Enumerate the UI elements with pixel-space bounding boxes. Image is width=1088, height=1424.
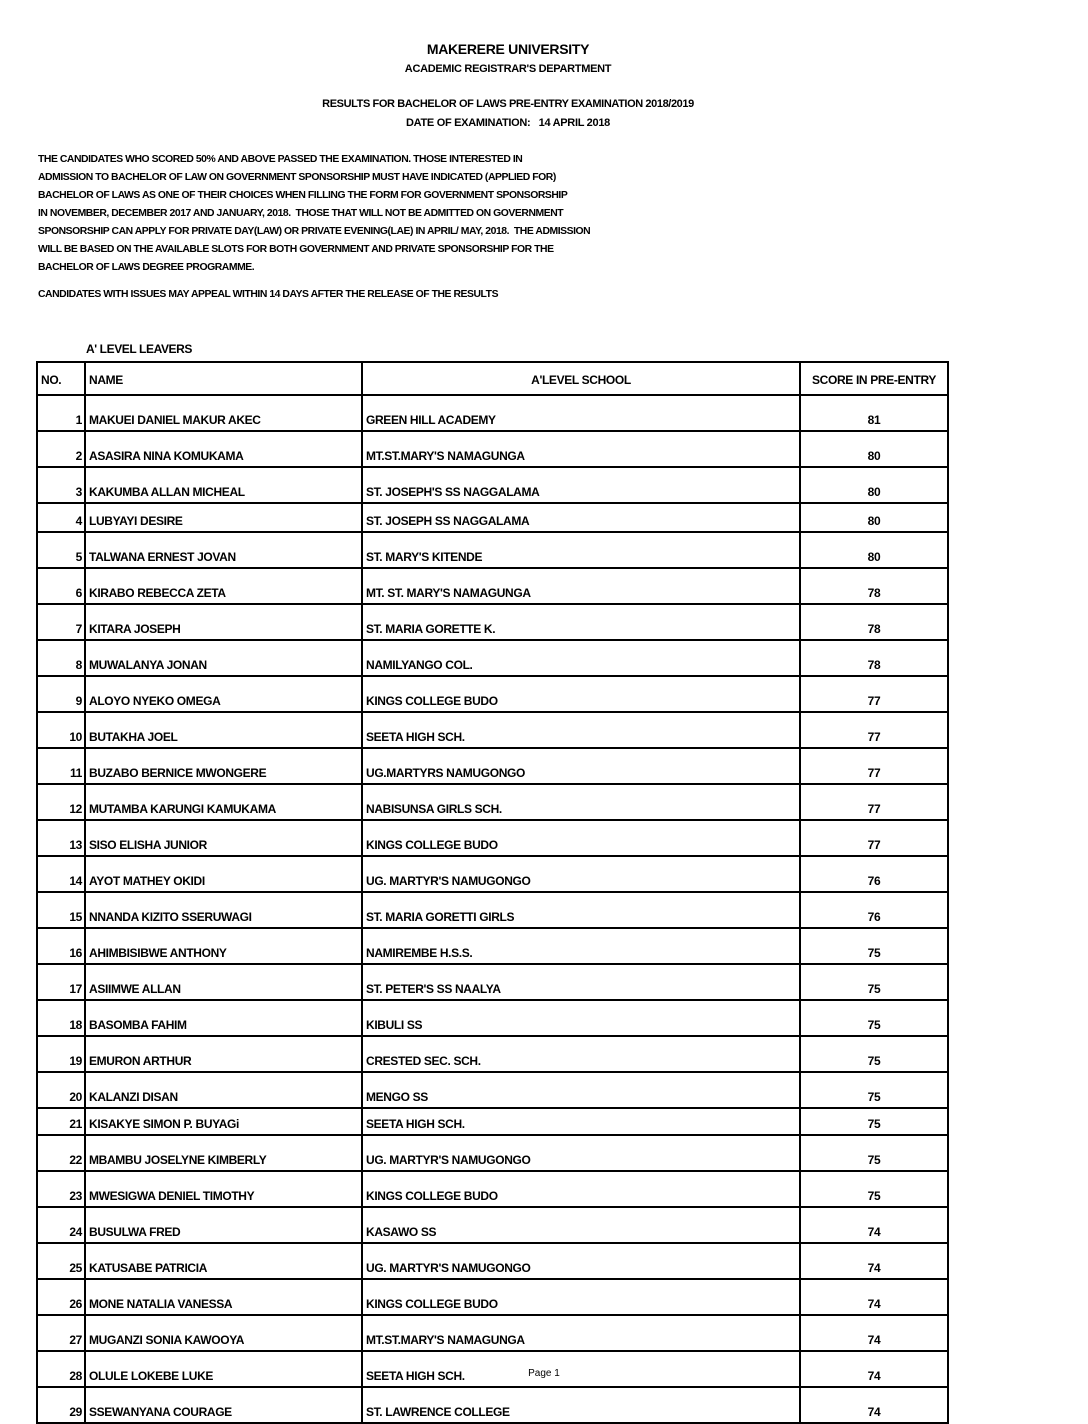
cell-name: MUTAMBA KARUNGI KAMUKAMA — [85, 784, 362, 820]
table-row — [37, 928, 948, 964]
notice-line: SPONSORSHIP CAN APPLY FOR PRIVATE DAY(LAW) OR PRIVATE EVENING(LAE) IN APRIL/ MAY, 2018. THE ADMISSION — [38, 226, 591, 237]
cell-name: ASASIRA NINA KOMUKAMA — [85, 431, 362, 467]
appeal-notice: CANDIDATES WITH ISSUES MAY APPEAL WITHIN 14 DAYS AFTER THE RELEASE OF THE RESULTS — [38, 289, 499, 300]
cell-school: UG.MARTYRS NAMUGONGO — [362, 748, 800, 784]
cell-name: BASOMBA FAHIM — [85, 1000, 362, 1036]
cell-name: ASIIMWE ALLAN — [85, 964, 362, 1000]
cell-school: MT. ST. MARY'S NAMAGUNGA — [362, 568, 800, 604]
table-row — [37, 1171, 948, 1207]
cell-no: 10 — [37, 712, 85, 748]
cell-school: CRESTED SEC. SCH. — [362, 1036, 800, 1072]
cell-score: 77 — [800, 748, 948, 784]
cell-school: NAMIREMBE H.S.S. — [362, 928, 800, 964]
cell-school: ST. MARIA GORETTE K. — [362, 604, 800, 640]
cell-name: KALANZI DISAN — [85, 1072, 362, 1108]
cell-score: 75 — [800, 1135, 948, 1171]
results-title: RESULTS FOR BACHELOR OF LAWS PRE-ENTRY EXAMINATION 2018/2019 — [322, 98, 694, 110]
department-name: ACADEMIC REGISTRAR'S DEPARTMENT — [404, 63, 612, 75]
table-row — [37, 856, 948, 892]
university-name: MAKERERE UNIVERSITY — [426, 41, 590, 57]
table-row — [37, 1036, 948, 1072]
cell-school: SEETA HIGH SCH. — [362, 712, 800, 748]
cell-school: ST. PETER'S SS NAALYA — [362, 964, 800, 1000]
cell-no: 26 — [37, 1279, 85, 1315]
cell-no: 12 — [37, 784, 85, 820]
column-header-name: NAME — [85, 362, 362, 395]
cell-name: OLULE LOKEBE LUKE — [85, 1351, 362, 1387]
cell-no: 6 — [37, 568, 85, 604]
cell-score: 77 — [800, 712, 948, 748]
cell-score: 75 — [800, 1171, 948, 1207]
table-row — [37, 712, 948, 748]
cell-score: 80 — [800, 431, 948, 467]
cell-school: MENGO SS — [362, 1072, 800, 1108]
cell-score: 75 — [800, 964, 948, 1000]
cell-school: MT.ST.MARY'S NAMAGUNGA — [362, 1315, 800, 1351]
cell-name: NNANDA KIZITO SSERUWAGI — [85, 892, 362, 928]
cell-no: 16 — [37, 928, 85, 964]
table-row — [37, 503, 948, 532]
cell-no: 29 — [37, 1387, 85, 1423]
results-table — [36, 361, 949, 1424]
cell-score: 80 — [800, 503, 948, 532]
cell-school: ST. JOSEPH SS NAGGALAMA — [362, 503, 800, 532]
cell-score: 74 — [800, 1243, 948, 1279]
cell-school: KINGS COLLEGE BUDO — [362, 676, 800, 712]
cell-school: NABISUNSA GIRLS SCH. — [362, 784, 800, 820]
notice-line: THE CANDIDATES WHO SCORED 50% AND ABOVE PASSED THE EXAMINATION. THOSE INTERESTED IN — [38, 154, 523, 165]
table-header-row — [37, 362, 948, 395]
notice-line: BACHELOR OF LAWS AS ONE OF THEIR CHOICES WHEN FILLING THE FORM FOR GOVERNMENT SPONSORSHIP — [38, 190, 568, 201]
cell-score: 81 — [800, 395, 948, 431]
cell-no: 5 — [37, 532, 85, 568]
cell-no: 7 — [37, 604, 85, 640]
cell-score: 77 — [800, 784, 948, 820]
cell-school: KIBULI SS — [362, 1000, 800, 1036]
cell-name: KIRABO REBECCA ZETA — [85, 568, 362, 604]
cell-school: ST. JOSEPH'S SS NAGGALAMA — [362, 467, 800, 503]
cell-no: 27 — [37, 1315, 85, 1351]
table-row — [37, 604, 948, 640]
table-row — [37, 1135, 948, 1171]
cell-no: 21 — [37, 1108, 85, 1135]
table-row — [37, 1387, 948, 1423]
cell-no: 2 — [37, 431, 85, 467]
cell-score: 75 — [800, 1072, 948, 1108]
cell-no: 15 — [37, 892, 85, 928]
cell-no: 20 — [37, 1072, 85, 1108]
cell-name: BUTAKHA JOEL — [85, 712, 362, 748]
cell-score: 75 — [800, 1000, 948, 1036]
cell-score: 78 — [800, 568, 948, 604]
cell-name: LUBYAYI DESIRE — [85, 503, 362, 532]
cell-score: 74 — [800, 1207, 948, 1243]
table-row — [37, 784, 948, 820]
cell-no: 3 — [37, 467, 85, 503]
table-row — [37, 892, 948, 928]
cell-no: 17 — [37, 964, 85, 1000]
column-header-no: NO. — [37, 362, 85, 395]
notice-line: BACHELOR OF LAWS DEGREE PROGRAMME. — [38, 262, 255, 273]
table-row — [37, 1108, 948, 1135]
cell-school: ST. LAWRENCE COLLEGE — [362, 1387, 800, 1423]
notice-line: IN NOVEMBER, DECEMBER 2017 AND JANUARY, 2018. THOSE THAT WILL NOT BE ADMITTED ON GOVERNMENT — [38, 208, 564, 219]
cell-name: TALWANA ERNEST JOVAN — [85, 532, 362, 568]
page-number: Page 1 — [528, 1368, 560, 1379]
cell-school: KINGS COLLEGE BUDO — [362, 1171, 800, 1207]
cell-name: BUZABO BERNICE MWONGERE — [85, 748, 362, 784]
table-row — [37, 1000, 948, 1036]
cell-name: KAKUMBA ALLAN MICHEAL — [85, 467, 362, 503]
section-title: A' LEVEL LEAVERS — [86, 342, 193, 356]
cell-score: 80 — [800, 532, 948, 568]
cell-school: KASAWO SS — [362, 1207, 800, 1243]
cell-no: 18 — [37, 1000, 85, 1036]
table-row — [37, 568, 948, 604]
cell-name: BUSULWA FRED — [85, 1207, 362, 1243]
notice-line: ADMISSION TO BACHELOR OF LAW ON GOVERNMENT SPONSORSHIP MUST HAVE INDICATED (APPLIED FOR) — [38, 172, 556, 183]
cell-no: 4 — [37, 503, 85, 532]
cell-score: 80 — [800, 467, 948, 503]
table-row — [37, 820, 948, 856]
cell-no: 24 — [37, 1207, 85, 1243]
cell-name: KATUSABE PATRICIA — [85, 1243, 362, 1279]
table-row — [37, 676, 948, 712]
cell-score: 74 — [800, 1387, 948, 1423]
cell-score: 76 — [800, 892, 948, 928]
table-row — [37, 467, 948, 503]
cell-name: MONE NATALIA VANESSA — [85, 1279, 362, 1315]
cell-school: GREEN HILL ACADEMY — [362, 395, 800, 431]
cell-name: MUGANZI SONIA KAWOOYA — [85, 1315, 362, 1351]
cell-score: 74 — [800, 1279, 948, 1315]
cell-name: MAKUEI DANIEL MAKUR AKEC — [85, 395, 362, 431]
cell-no: 23 — [37, 1171, 85, 1207]
table-row — [37, 532, 948, 568]
cell-no: 14 — [37, 856, 85, 892]
notice-line: WILL BE BASED ON THE AVAILABLE SLOTS FOR BOTH GOVERNMENT AND PRIVATE SPONSORSHIP FOR THE — [38, 244, 554, 255]
cell-school: MT.ST.MARY'S NAMAGUNGA — [362, 431, 800, 467]
cell-score: 76 — [800, 856, 948, 892]
cell-score: 78 — [800, 640, 948, 676]
cell-score: 77 — [800, 676, 948, 712]
cell-no: 28 — [37, 1351, 85, 1387]
cell-school: NAMILYANGO COL. — [362, 640, 800, 676]
cell-school: UG. MARTYR'S NAMUGONGO — [362, 1243, 800, 1279]
table-row — [37, 1243, 948, 1279]
cell-name: AYOT MATHEY OKIDI — [85, 856, 362, 892]
cell-school: UG. MARTYR'S NAMUGONGO — [362, 1135, 800, 1171]
cell-name: MWESIGWA DENIEL TIMOTHY — [85, 1171, 362, 1207]
cell-name: ALOYO NYEKO OMEGA — [85, 676, 362, 712]
cell-school: UG. MARTYR'S NAMUGONGO — [362, 856, 800, 892]
cell-score: 75 — [800, 928, 948, 964]
cell-school: SEETA HIGH SCH. — [362, 1351, 800, 1387]
column-header-score: SCORE IN PRE-ENTRY — [800, 362, 948, 395]
cell-school: SEETA HIGH SCH. — [362, 1108, 800, 1135]
cell-name: KISAKYE SIMON P. BUYAGi — [85, 1108, 362, 1135]
table-row — [37, 1315, 948, 1351]
cell-school: KINGS COLLEGE BUDO — [362, 1279, 800, 1315]
cell-score: 75 — [800, 1036, 948, 1072]
table-row — [37, 1072, 948, 1108]
table-row — [37, 640, 948, 676]
cell-no: 1 — [37, 395, 85, 431]
admission-notice — [38, 151, 738, 277]
table-row — [37, 1279, 948, 1315]
cell-name: MUWALANYA JONAN — [85, 640, 362, 676]
cell-score: 78 — [800, 604, 948, 640]
column-header-school: A'LEVEL SCHOOL — [362, 362, 800, 395]
cell-score: 75 — [800, 1108, 948, 1135]
table-row — [37, 431, 948, 467]
table-row — [37, 395, 948, 431]
cell-score: 74 — [800, 1315, 948, 1351]
cell-name: EMURON ARTHUR — [85, 1036, 362, 1072]
cell-no: 19 — [37, 1036, 85, 1072]
cell-no: 9 — [37, 676, 85, 712]
table-row — [37, 964, 948, 1000]
table-row — [37, 1207, 948, 1243]
cell-school: ST. MARIA GORETTI GIRLS — [362, 892, 800, 928]
cell-no: 8 — [37, 640, 85, 676]
cell-score: 74 — [800, 1351, 948, 1387]
cell-no: 11 — [37, 748, 85, 784]
cell-no: 13 — [37, 820, 85, 856]
cell-name: SSEWANYANA COURAGE — [85, 1387, 362, 1423]
cell-score: 77 — [800, 820, 948, 856]
cell-school: KINGS COLLEGE BUDO — [362, 820, 800, 856]
cell-name: SISO ELISHA JUNIOR — [85, 820, 362, 856]
exam-date: DATE OF EXAMINATION: 14 APRIL 2018 — [406, 117, 610, 129]
cell-no: 22 — [37, 1135, 85, 1171]
cell-school: ST. MARY'S KITENDE — [362, 532, 800, 568]
cell-name: KITARA JOSEPH — [85, 604, 362, 640]
cell-no: 25 — [37, 1243, 85, 1279]
cell-name: MBAMBU JOSELYNE KIMBERLY — [85, 1135, 362, 1171]
cell-name: AHIMBISIBWE ANTHONY — [85, 928, 362, 964]
table-row — [37, 748, 948, 784]
